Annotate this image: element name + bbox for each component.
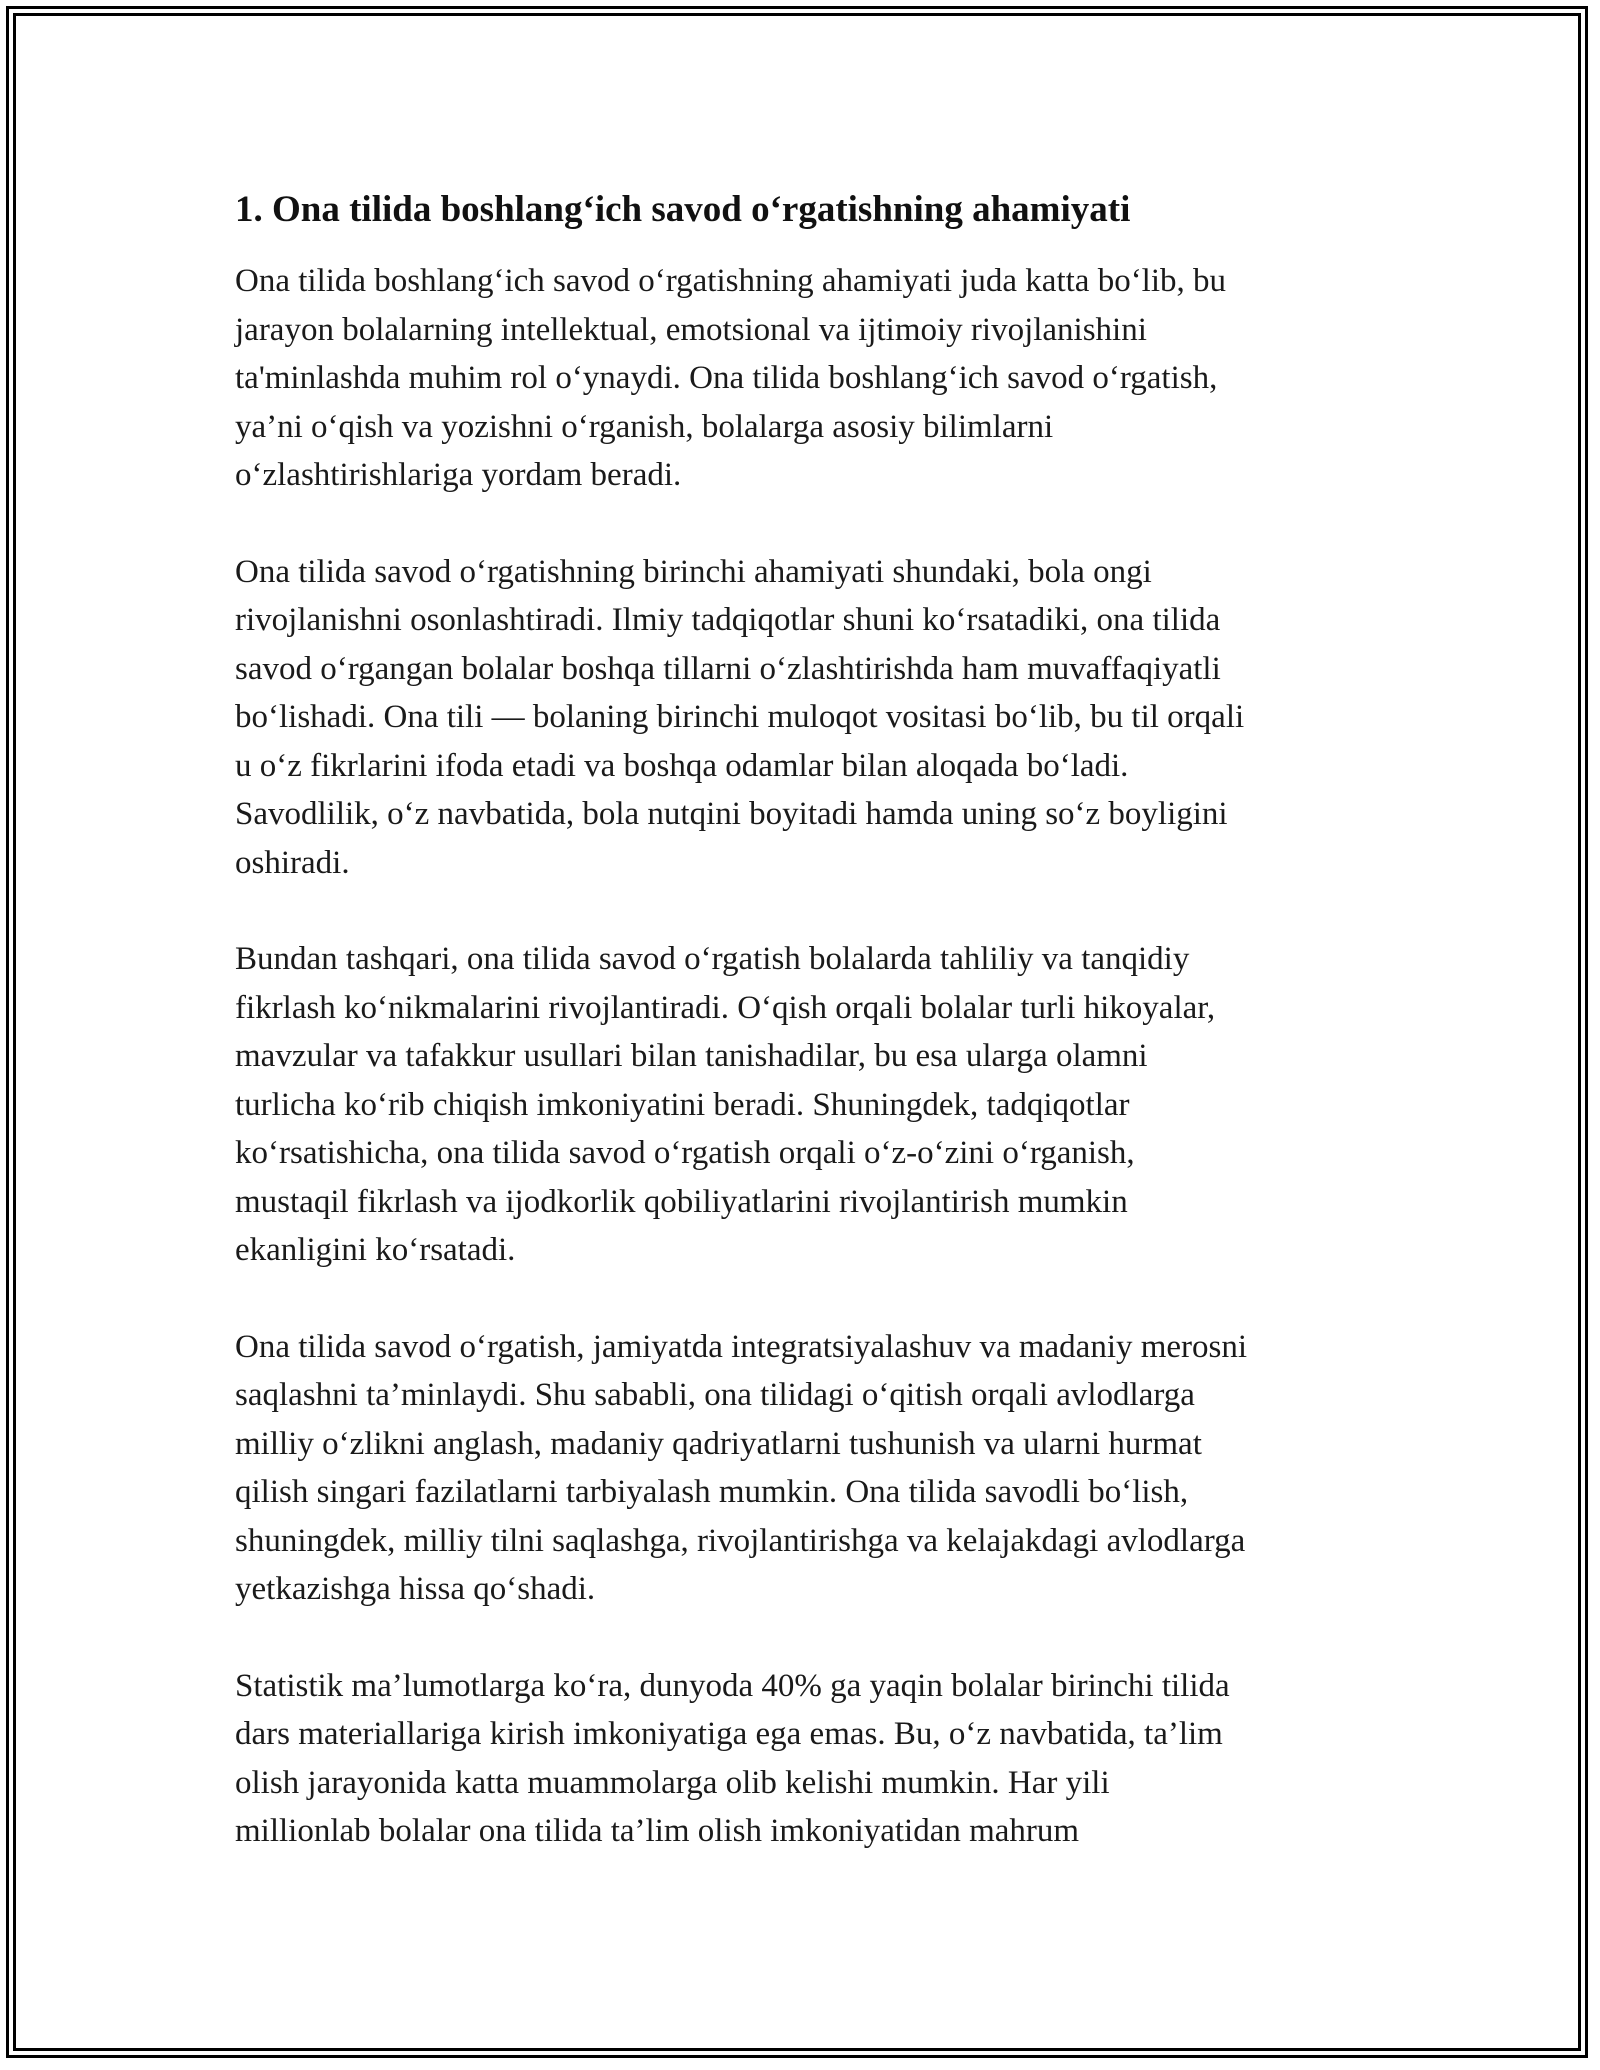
paragraph-line: ekanligini ko‘rsatadi. xyxy=(235,1232,516,1268)
paragraph-2 xyxy=(235,548,1370,888)
paragraph-line: u o‘z fikrlarini ifoda etadi va boshqa odamlar bilan aloqada bo‘ladi. xyxy=(235,747,1129,784)
paragraph-3 xyxy=(235,935,1370,1275)
paragraph-line: ya’ni o‘qish va yozishni o‘rganish, bolalarga asosiy bilimlarni xyxy=(235,408,1054,445)
paragraph-line: mustaqil fikrlash va ijodkorlik qobiliyatlarini rivojlantirish mumkin xyxy=(235,1183,1128,1220)
paragraph-1 xyxy=(235,257,1370,500)
paragraph-line: Savodlilik, o‘z navbatida, bola nutqini boyitadi hamda uning so‘z boyligini xyxy=(235,796,1228,832)
section-heading: 1. Ona tilida boshlang‘ich savod o‘rgatishning ahamiyati xyxy=(235,189,1131,230)
paragraph-line: yetkazishga hissa qo‘shadi. xyxy=(235,1571,596,1607)
paragraph-line: o‘zlashtirishlariga yordam beradi. xyxy=(235,457,682,493)
paragraph-line: ta'minlashda muhim rol o‘ynaydi. Ona tilida boshlang‘ich savod o‘rgatish, xyxy=(235,360,1218,396)
paragraph-line: dars materiallariga kirish imkoniyatiga ega emas. Bu, o‘z navbatida, ta’lim xyxy=(235,1716,1223,1752)
paragraph-line: bo‘lishadi. Ona tili — bolaning birinchi muloqot vositasi bo‘lib, bu til orqali xyxy=(235,699,1245,735)
paragraph-line: mavzular va tafakkur usullari bilan tanishadilar, bu esa ularga olamni xyxy=(235,1038,1148,1074)
paragraph-line: shuningdek, milliy tilni saqlashga, rivojlantirishga va kelajakdagi avlodlarga xyxy=(235,1522,1246,1559)
paragraph-line: millionlab bolalar ona tilida ta’lim olish imkoniyatidan mahrum xyxy=(235,1813,1080,1849)
document-body xyxy=(235,185,1370,1904)
paragraph-line: qilish singari fazilatlarni tarbiyalash mumkin. Ona tilida savodli bo‘lish, xyxy=(235,1474,1189,1510)
paragraph-line: ko‘rsatishicha, ona tilida savod o‘rgatish orqali o‘z-o‘zini o‘rganish, xyxy=(235,1135,1135,1171)
paragraph-line: oshiradi. xyxy=(235,844,350,881)
paragraph-line: Bundan tashqari, ona tilida savod o‘rgatish bolalarda tahliliy va tanqidiy xyxy=(235,941,1190,977)
paragraph-4 xyxy=(235,1323,1370,1614)
paragraph-line: turlicha ko‘rib chiqish imkoniyatini beradi. Shuningdek, tadqiqotlar xyxy=(235,1086,1130,1123)
paragraph-line: Ona tilida savod o‘rgatish, jamiyatda integratsiyalashuv va madaniy merosni xyxy=(235,1328,1248,1365)
paragraph-line: fikrlash ko‘nikmalarini rivojlantiradi. O‘qish orqali bolalar turli hikoyalar, xyxy=(235,989,1216,1026)
paragraph-line: saqlashni ta’minlaydi. Shu sababli, ona tilidagi o‘qitish orqali avlodlarga xyxy=(235,1377,1195,1413)
paragraph-line: olish jarayonida katta muammolarga olib kelishi mumkin. Har yili xyxy=(235,1764,1110,1801)
paragraph-line: Ona tilida boshlang‘ich savod o‘rgatishning ahamiyati juda katta bo‘lib, bu xyxy=(235,263,1227,299)
paragraph-line: Statistik ma’lumotlarga ko‘ra, dunyoda 40% ga yaqin bolalar birinchi tilida xyxy=(235,1667,1230,1704)
paragraph-5 xyxy=(235,1662,1370,1856)
paragraph-line: jarayon bolalarning intellektual, emotsional va ijtimoiy rivojlanishini xyxy=(235,311,1147,348)
paragraph-line: Ona tilida savod o‘rgatishning birinchi ahamiyati shundaki, bola ongi xyxy=(235,553,1152,590)
paragraph-line: savod o‘rgangan bolalar boshqa tillarni o‘zlashtirishda ham muvaffaqiyatli xyxy=(235,650,1221,687)
paragraph-line: milliy o‘zlikni anglash, madaniy qadriyatlarni tushunish va ularni hurmat xyxy=(235,1425,1202,1462)
paragraph-line: rivojlanishni osonlashtiradi. Ilmiy tadqiqotlar shuni ko‘rsatadiki, ona tilida xyxy=(235,602,1221,638)
